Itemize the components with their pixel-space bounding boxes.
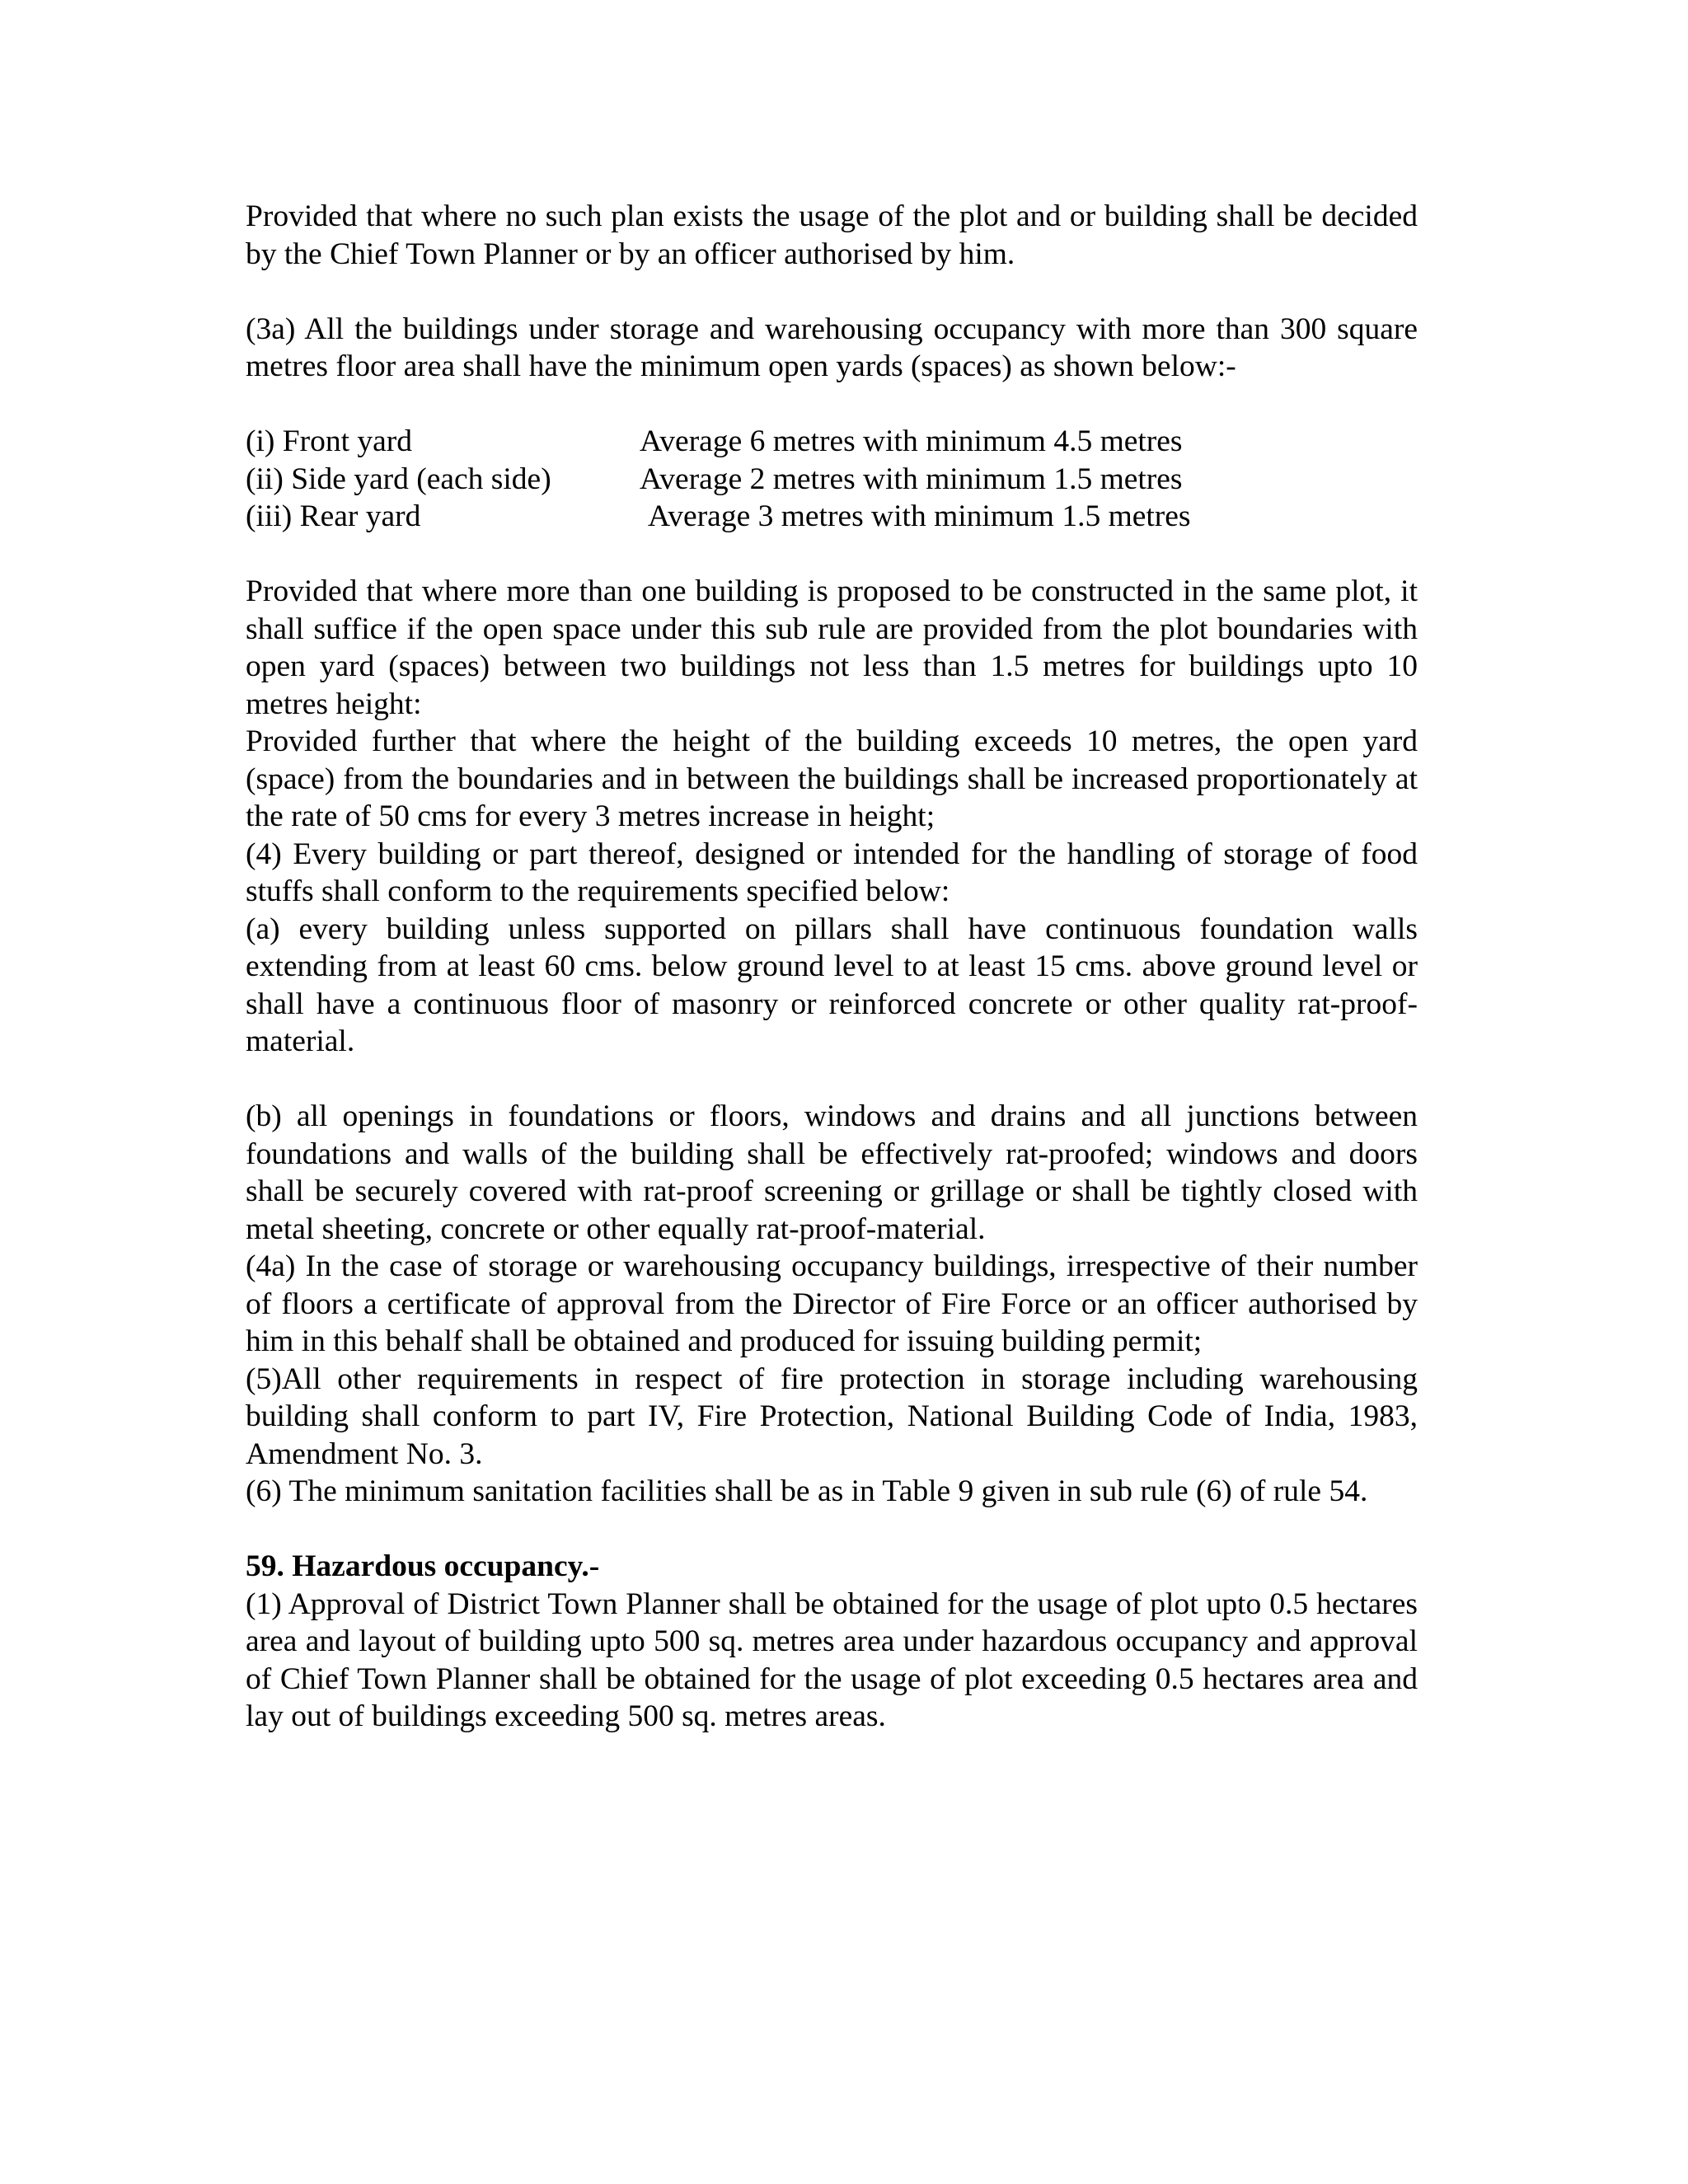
proviso-height: Provided further that where the height of the building exceeds 10 metres, the open yard (space) from the boundaries and in between the buildings shall be increased proportionately at the rate of 50 cms for every 3 metres increase in height; xyxy=(246,724,1418,833)
yard-value: Average 6 metres with minimum 4.5 metres xyxy=(640,424,1183,458)
spacer xyxy=(246,273,1418,311)
yard-value: Average 2 metres with minimum 1.5 metres xyxy=(640,462,1183,496)
section-heading-59: 59. Hazardous occupancy.- xyxy=(246,1549,600,1583)
spacer xyxy=(246,536,1418,574)
yard-row-front xyxy=(246,423,1418,461)
yard-row-rear xyxy=(246,498,1418,536)
clause-4: (4) Every building or part thereof, designed or intended for the handling of storage of food stuffs shall conform to the requirements specified below: xyxy=(246,837,1418,908)
proviso-plan-usage: Provided that where no such plan exists the usage of the plot and or building shall be decided by the Chief Town Planner or by an officer authorised by him. xyxy=(246,199,1418,271)
clause-4-item-b: (b) all openings in foundations or floors, windows and drains and all junctions between foundations and walls of the building shall be effectively rat-proofed; windows and doors shall be securely covered with rat-proof screening or grillage or shall be tightly closed with metal sheeting, concrete or other equally rat-proof-material. xyxy=(246,1099,1418,1246)
spacer xyxy=(246,386,1418,424)
yard-label: (ii) Side yard (each side) xyxy=(246,462,551,496)
yard-table xyxy=(246,423,1418,536)
yard-value: Average 3 metres with minimum 1.5 metres xyxy=(648,499,1191,533)
yard-label: (iii) Rear yard xyxy=(246,499,421,533)
clause-4-item-a: (a) every building unless supported on pillars shall have continuous foundation walls extending from at least 60 cms. below ground level to at least 15 cms. above ground level or shall have a continuous floor of masonry or reinforced concrete or other quality rat-proof-material. xyxy=(246,912,1418,1058)
clause-5: (5)All other requirements in respect of fire protection in storage including warehousing building shall conform to part IV, Fire Protection, National Building Code of India, 1983, Amendment No. 3. xyxy=(246,1361,1418,1471)
proviso-multiple-buildings: Provided that where more than one building is proposed to be constructed in the same plot, it shall suffice if the open space under this sub rule are provided from the plot boundaries with open yard (spaces) between two buildings not less than 1.5 metres for buildings upto 10 metres height: xyxy=(246,574,1418,721)
document-page xyxy=(246,198,1418,1736)
yard-row-side xyxy=(246,461,1418,499)
clause-3a: (3a) All the buildings under storage and warehousing occupancy with more than 300 square metres floor area shall have the minimum open yards (spaces) as shown below:- xyxy=(246,312,1418,383)
spacer xyxy=(246,1511,1418,1549)
yard-label: (i) Front yard xyxy=(246,424,413,458)
clause-4a: (4a) In the case of storage or warehousing occupancy buildings, irrespective of their number of floors a certificate of approval from the Director of Fire Force or an officer authorised by him in this behalf shall be obtained and produced for issuing building permit; xyxy=(246,1249,1418,1358)
clause-6: (6) The minimum sanitation facilities shall be as in Table 9 given in sub rule (6) of rule 54. xyxy=(246,1474,1368,1508)
spacer xyxy=(246,1061,1418,1099)
clause-59-1: (1) Approval of District Town Planner shall be obtained for the usage of plot upto 0.5 hectares area and layout of building upto 500 sq. metres area under hazardous occupancy and approval of Chief Town Planner shall be obtained for the usage of plot exceeding 0.5 hectares area and lay out of buildings exceeding 500 sq. metres areas. xyxy=(246,1586,1418,1733)
